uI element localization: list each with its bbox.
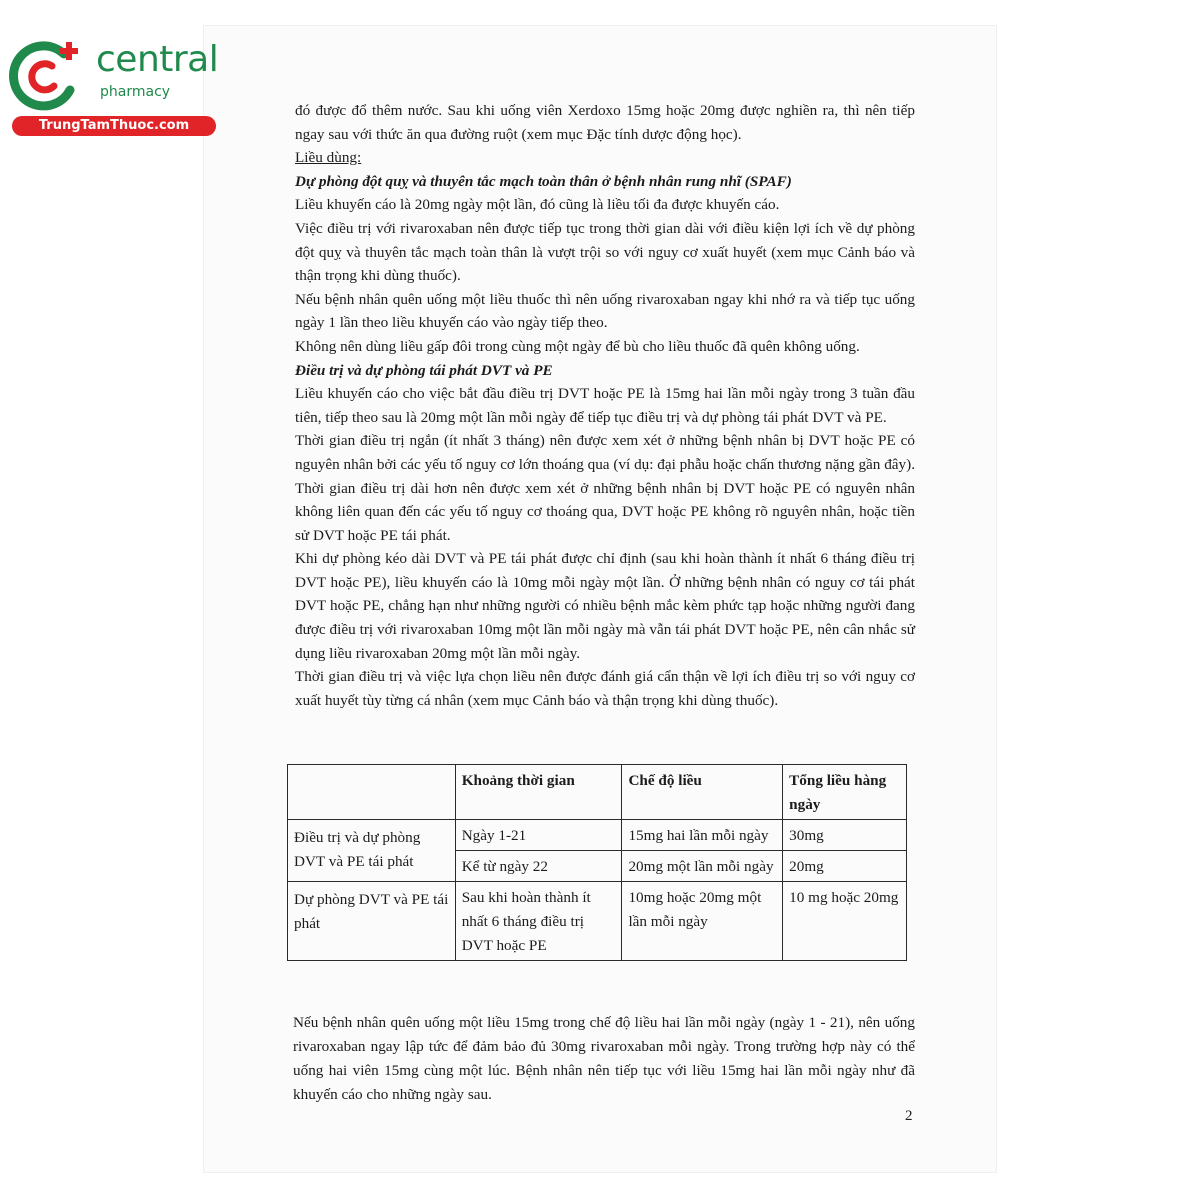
table-cell: Kể từ ngày 22 — [455, 851, 622, 882]
table-header-cell: Tổng liều hàng ngày — [783, 765, 907, 820]
table-row-label: Điều trị và dự phòng DVT và PE tái phát — [288, 820, 456, 882]
brand-logo[interactable] — [8, 34, 218, 138]
brand-name: central — [96, 39, 219, 80]
table-cell: 20mg một lần mỗi ngày — [622, 851, 783, 882]
table-cell: 20mg — [783, 851, 907, 882]
paragraph: Liều khuyến cáo cho việc bắt đầu điều trị DVT hoặc PE là 15mg hai lần mỗi ngày trong 3 tuần đầu tiên, tiếp theo sau là 20mg một lần mỗi ngày để tiếp tục điều trị và dự phòng tái phát DVT và PE. — [295, 385, 915, 426]
paragraph: Thời gian điều trị ngắn (ít nhất 3 tháng) nên được xem xét ở những bệnh nhân bị DVT hoặc PE có nguyên nhân bởi các yếu tố nguy cơ lớn thoáng qua (ví dụ: đại phẫu hoặc chấn thương nặng gần đây). Thời gian điều trị dài hơn nên được xem xét ở những bệnh nhân bị DVT hoặc PE có nguyên nhân không liên quan đến các yếu tố nguy cơ thoáng qua, DVT hoặc PE không rõ nguyên nhân, hoặc tiền sử DVT hoặc PE tái phát. — [295, 432, 915, 544]
table-header-row — [288, 765, 907, 820]
table-cell: Ngày 1-21 — [455, 820, 622, 851]
table-row-label: Dự phòng DVT và PE tái phát — [288, 882, 456, 961]
section-title-spaf: Dự phòng đột quỵ và thuyên tắc mạch toàn thân ở bệnh nhân rung nhĩ (SPAF) — [295, 172, 792, 190]
brand-subtitle: pharmacy — [100, 84, 171, 100]
paragraph: đó được đổ thêm nước. Sau khi uống viên Xerdoxo 15mg hoặc 20mg được nghiền ra, thì nên tiếp ngay sau với thức ăn qua đường ruột (xem mục Đặc tính dược động học). — [295, 102, 915, 143]
paragraph: Không nên dùng liều gấp đôi trong cùng một ngày để bù cho liều thuốc đã quên không uống. — [295, 337, 860, 355]
table-cell: Sau khi hoàn thành ít nhất 6 tháng điều trị DVT hoặc PE — [455, 882, 622, 961]
page-number: 2 — [905, 1108, 913, 1124]
table-row — [288, 882, 907, 961]
table-cell: 10 mg hoặc 20mg — [783, 882, 907, 961]
section-title-dvt-pe: Điều trị và dự phòng tái phát DVT và PE — [295, 361, 553, 379]
dosage-table — [287, 764, 907, 961]
brand-website-banner: TrungTamThuoc.com — [12, 116, 216, 136]
table-cell: 15mg hai lần mỗi ngày — [622, 820, 783, 851]
dosage-heading: Liều dùng: — [295, 149, 362, 167]
paragraph: Khi dự phòng kéo dài DVT và PE tái phát được chỉ định (sau khi hoàn thành ít nhất 6 tháng điều trị DVT hoặc PE), liều khuyến cáo là 10mg mỗi ngày một lần. Ở những bệnh nhân có nguy cơ tái phát DVT hoặc PE, chẳng hạn như những người có nhiều bệnh mắc kèm phức tạp hoặc những người đang được điều trị với rivaroxaban 10mg một lần mỗi ngày mà vẫn tái phát DVT hoặc PE, nên cân nhắc sử dụng liều rivaroxaban 20mg một lần mỗi ngày. — [295, 550, 915, 662]
paragraph: Liều khuyến cáo là 20mg ngày một lần, đó cũng là liều tối đa được khuyến cáo. — [295, 196, 780, 214]
table-row — [288, 820, 907, 851]
table-cell: 10mg hoặc 20mg một lần mỗi ngày — [622, 882, 783, 961]
table-header-cell: Khoảng thời gian — [455, 765, 622, 820]
paragraph: Thời gian điều trị và việc lựa chọn liều nên được đánh giá cẩn thận về lợi ích điều trị so với nguy cơ xuất huyết tùy từng cá nhân (xem mục Cảnh báo và thận trọng khi dùng thuốc). — [295, 668, 915, 709]
document-body — [295, 99, 915, 712]
table-cell: 30mg — [783, 820, 907, 851]
table-header-cell: Chế độ liều — [622, 765, 783, 820]
pharmacy-cross-icon — [8, 38, 90, 112]
paragraph: Việc điều trị với rivaroxaban nên được tiếp tục trong thời gian dài với điều kiện lợi ích về dự phòng đột quỵ và thuyên tắc mạch toàn thân là vượt trội so với nguy cơ xuất huyết (xem mục Cảnh báo và thận trọng khi dùng thuốc). — [295, 219, 915, 285]
paragraph: Nếu bệnh nhân quên uống một liều thuốc thì nên uống rivaroxaban ngay khi nhớ ra và tiếp tục uống ngày 1 lần theo liều khuyến cáo vào ngày tiếp theo. — [295, 290, 915, 332]
paragraph-after-table: Nếu bệnh nhân quên uống một liều 15mg trong chế độ liều hai lần mỗi ngày (ngày 1 - 21), nên uống rivaroxaban ngay lập tức để đảm bảo đủ 30mg rivaroxaban mỗi ngày. Trong trường hợp này có thể uống hai viên 15mg cùng một lúc. Bệnh nhân nên tiếp tục với liều 15mg hai lần mỗi ngày như đã khuyến cáo cho những ngày sau. — [293, 1014, 915, 1104]
table-header-cell — [288, 765, 456, 820]
